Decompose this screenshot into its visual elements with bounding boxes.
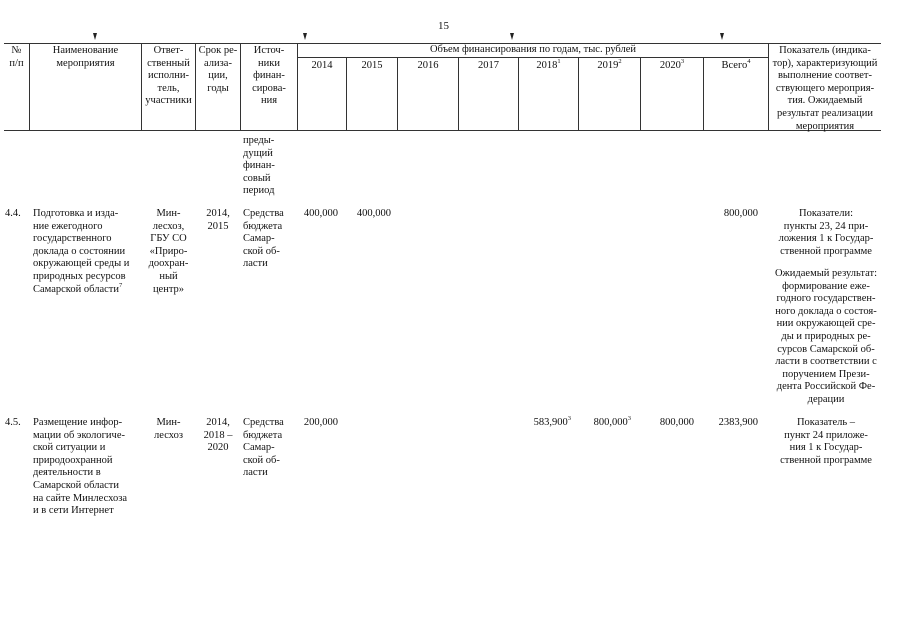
- row-value: 400,000: [303, 208, 338, 219]
- row-responsible: Мин- лесхоз: [154, 417, 183, 441]
- row-name: Размещение инфор- мации об экологиче- ской ситуации и природоохранной деятельности в Самарской области на сайте Минлесхоза и в сети Интернет: [33, 417, 128, 517]
- row-source: Средства бюджета Самар- ской об- ласти: [243, 417, 284, 479]
- year-header: Всего$^4$: [721, 58, 751, 71]
- row-value: 400,000: [356, 208, 391, 219]
- page-number: 15: [438, 20, 449, 32]
- header-bottom-border: [4, 130, 881, 131]
- year-header: 2019$^2$: [597, 58, 622, 71]
- row-value: 200,000: [303, 417, 338, 428]
- year-header: 2016: [417, 60, 439, 71]
- header-term: Срок ре- ализа- ции, годы: [198, 45, 238, 94]
- row-value: 800,000: [723, 208, 758, 219]
- year-header: 2018$^1$: [536, 58, 561, 71]
- column-marker-2: [303, 33, 307, 40]
- row-number: 4.4.: [5, 208, 21, 219]
- year-header: 2020$^3$: [659, 58, 685, 71]
- row-indicator: Показатель – пункт 24 приложе- ния 1 к Государ- ственной программе: [780, 417, 872, 466]
- year-header: 2015: [361, 60, 383, 71]
- header-num: № п/п: [9, 45, 24, 69]
- year-header: 2017: [478, 60, 499, 71]
- header-name: Наименование мероприятия: [52, 45, 119, 69]
- header-source: Источ- ники финан- сирова- ния: [252, 45, 286, 107]
- column-marker-1: [93, 33, 97, 40]
- header-responsible: Ответ- ственный исполни- тель, участники: [145, 45, 192, 107]
- row-indicator: Показатели: пункты 23, 24 при- ложения 1 к Государ- ственной программе: [778, 208, 874, 257]
- row-term: 2014, 2018 – 2020: [203, 417, 233, 454]
- row-value: 2383,900: [718, 417, 758, 428]
- year-header: 2014: [311, 60, 333, 71]
- column-marker-3: [510, 33, 514, 40]
- row-value: 800,000$^3$: [593, 415, 631, 428]
- row-value: 800,000: [659, 417, 694, 428]
- row-term: 2014, 2015: [206, 208, 230, 232]
- row-value: 583,900$^3$: [533, 415, 571, 428]
- row-responsible: Мин- лесхоз, ГБУ СО «Приро- доохран- ный центр»: [148, 208, 189, 295]
- continued-source: преды- дущий финан- совый период: [243, 135, 275, 197]
- header-funding: Объем финансирования по годам, тыс. рублей: [429, 44, 637, 55]
- years-row-border: [297, 57, 768, 58]
- row-number: 4.5.: [5, 417, 21, 428]
- row-name: Подготовка и изда- ние ежегодного государственного доклада о состоянии окружающей среды и природных ресурсов Самарской области$^7$: [33, 208, 130, 295]
- row-result: Ожидаемый результат: формирование еже- годного государствен- ного доклада о состоя- нии окружающей сре- ды и природных ре- сурсов Самарской об- ласти в соответствии с поручением Прези- дента Российской Фе- дерации: [774, 268, 878, 405]
- column-marker-4: [720, 33, 724, 40]
- row-source: Средства бюджета Самар- ской об- ласти: [243, 208, 284, 270]
- header-indicator: Показатель (индика- тор), характеризующий выполнение соответ- ствующего мероприя- тия. Ожидаемый результат реализации мероприятия: [772, 45, 878, 132]
